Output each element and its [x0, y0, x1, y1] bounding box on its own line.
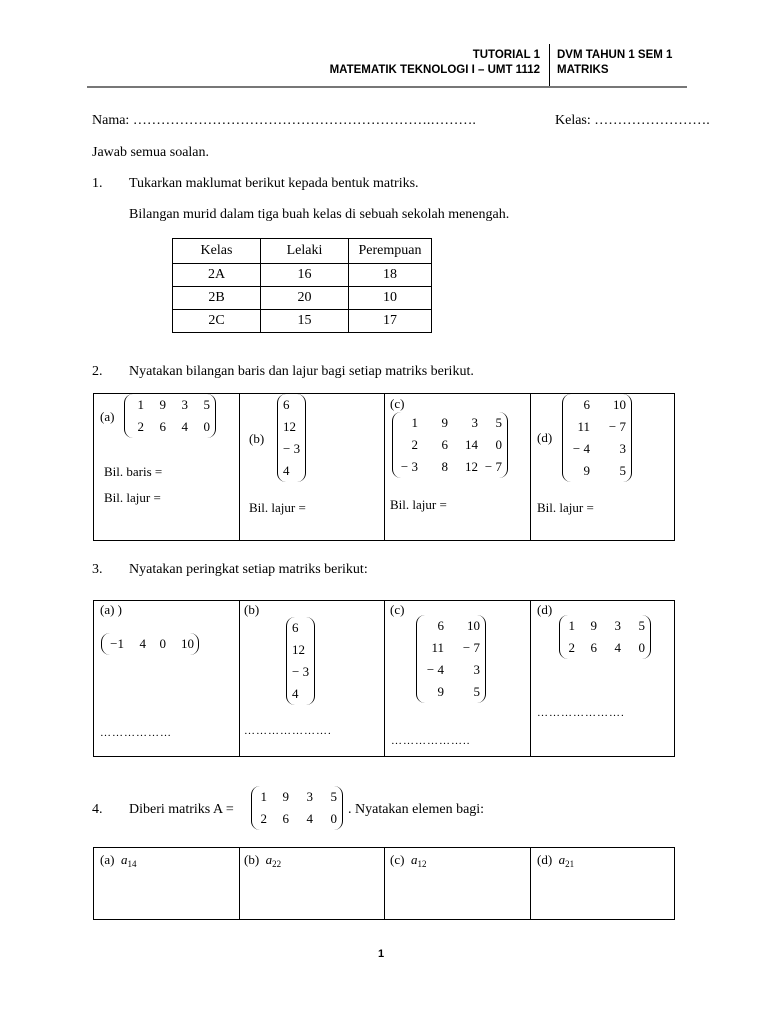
q2-matrix-d [562, 394, 632, 482]
table-cell: 10 [349, 287, 432, 310]
q2-label-c: (c) [390, 396, 405, 411]
element-subscript: 22 [272, 859, 282, 869]
kelas-label: Kelas: [555, 113, 591, 128]
q2-lajur-d: Bil. lajur = [537, 500, 594, 515]
matrix-entry: − 3 [283, 441, 301, 456]
col-header: Lelaki [261, 239, 349, 264]
divider [239, 848, 240, 919]
tutorial-title: TUTORIAL 1 [472, 49, 540, 61]
matrix-entry: 9 [441, 415, 448, 430]
matrix-entry: 5 [495, 415, 502, 430]
table-cell: 2B [173, 287, 261, 310]
q3-matrix-a [101, 633, 199, 655]
matrix-entry: 3 [181, 397, 188, 412]
divider [530, 394, 531, 540]
q2-lajur-c: Bil. lajur = [390, 497, 447, 512]
q3-matrix-b [286, 617, 315, 705]
element-symbol: a [410, 852, 418, 867]
matrix-entry: 6 [437, 618, 444, 633]
matrix-entry: 2 [260, 811, 267, 826]
table-row [173, 287, 432, 310]
q3-label-b: (b) [244, 602, 260, 617]
matrix-entry: 10 [467, 618, 480, 633]
nama-dots: ……………………………………………………….………. [132, 113, 476, 128]
matrix-entry: 1 [260, 789, 267, 804]
matrix-entry: 10 [613, 397, 626, 412]
q3-answer-dots-a: ……………… [100, 727, 172, 739]
matrix-entry: − 3 [400, 459, 418, 474]
col-header: Kelas [173, 239, 261, 264]
matrix-entry: 3 [614, 618, 621, 633]
matrix-entry: − 7 [608, 419, 626, 434]
matrix-entry: 6 [441, 437, 448, 452]
q2-matrix-c [392, 412, 508, 478]
matrix-entry: 11 [431, 640, 444, 655]
matrix-entry: 4 [181, 419, 188, 434]
matrix-entry: 0 [638, 640, 645, 655]
q2-number: 2. [92, 364, 103, 379]
table-header-row [173, 239, 432, 264]
q4-item-b [244, 852, 281, 869]
nama-line [92, 113, 476, 129]
matrix-entry: 9 [159, 397, 166, 412]
matrix-entry: 5 [638, 618, 645, 633]
header-rule [87, 86, 687, 88]
element-symbol: a [120, 852, 128, 867]
q2-text: Nyatakan bilangan baris dan lajur bagi setiap matriks berikut. [129, 364, 474, 379]
matrix-entry: 0 [159, 636, 166, 651]
element-subscript: 12 [417, 859, 427, 869]
page-number: 1 [378, 948, 385, 960]
matrix-entry: 4 [306, 811, 313, 826]
q4-label-a: (a) [100, 852, 115, 867]
element-symbol: a [265, 852, 273, 867]
matrix-entry: − 4 [572, 441, 590, 456]
matrix-entry: − 7 [484, 459, 502, 474]
q2-lajur-a: Bil. lajur = [104, 490, 161, 505]
matrix-entry: 4 [292, 686, 299, 701]
q3-number: 3. [92, 562, 103, 577]
q2-label-a: (a) [100, 409, 115, 424]
q4-matrix-a [251, 786, 343, 830]
matrix-entry: 4 [614, 640, 621, 655]
q1-table [172, 238, 432, 333]
matrix-entry: 8 [441, 459, 448, 474]
matrix-entry: − 4 [426, 662, 444, 677]
nama-label: Nama: [92, 113, 130, 128]
q4-item-c [390, 852, 426, 869]
header-left [330, 49, 540, 76]
q4-label-c: (c) [390, 852, 405, 867]
table-cell: 2A [173, 264, 261, 287]
divider [384, 394, 385, 540]
intro-text: Jawab semua soalan. [92, 145, 210, 160]
q2-label-d: (d) [537, 430, 553, 445]
table-row [173, 264, 432, 287]
header-right [557, 49, 672, 76]
matrix-entry: 9 [583, 463, 590, 478]
topic-title: MATRIKS [557, 64, 609, 76]
matrix-entry: 12 [283, 419, 296, 434]
matrix-entry: 3 [473, 662, 480, 677]
matrix-entry: 9 [590, 618, 597, 633]
divider [384, 848, 385, 919]
matrix-entry: 5 [619, 463, 626, 478]
matrix-entry: 6 [282, 811, 289, 826]
matrix-entry: −1 [110, 636, 124, 651]
q1-text: Tukarkan maklumat berikut kepada bentuk matriks. [129, 176, 419, 191]
q3-answer-dots-d: …………………. [537, 707, 625, 719]
table-cell: 20 [261, 287, 349, 310]
matrix-entry: 4 [283, 463, 290, 478]
matrix-entry: 1 [411, 415, 418, 430]
q3-answer-box [93, 600, 675, 757]
matrix-entry: 2 [568, 640, 575, 655]
q4-label-b: (b) [244, 852, 260, 867]
q3-label-a: (a) ) [100, 602, 123, 617]
table-cell: 2C [173, 310, 261, 333]
q2-label-b: (b) [249, 431, 265, 446]
divider [239, 394, 240, 540]
q3-text: Nyatakan peringkat setiap matriks berikut: [129, 562, 368, 577]
table-cell: 18 [349, 264, 432, 287]
q3-label-d: (d) [537, 602, 553, 617]
q1-subtext: Bilangan murid dalam tiga buah kelas di sebuah sekolah menengah. [129, 207, 510, 222]
matrix-entry: 0 [203, 419, 210, 434]
divider [239, 601, 240, 756]
matrix-entry: − 7 [462, 640, 480, 655]
table-row [173, 310, 432, 333]
course-title: MATEMATIK TEKNOLOGI I – UMT 1112 [329, 64, 540, 76]
q2-lajur-b: Bil. lajur = [249, 500, 306, 515]
element-subscript: 14 [127, 859, 137, 869]
q2-matrix-b [277, 394, 306, 482]
col-header: Perempuan [349, 239, 432, 264]
q3-answer-dots-b: …………………. [244, 725, 332, 737]
q4-text-post: . Nyatakan elemen bagi: [348, 802, 485, 817]
q4-answer-box [93, 847, 675, 920]
matrix-entry: 1 [568, 618, 575, 633]
matrix-entry: 12 [465, 459, 478, 474]
matrix-entry: 4 [139, 636, 146, 651]
matrix-entry: 5 [203, 397, 210, 412]
matrix-entry: 12 [292, 642, 305, 657]
matrix-entry: 6 [283, 397, 290, 412]
matrix-entry: 6 [159, 419, 166, 434]
matrix-entry: 5 [473, 684, 480, 699]
matrix-entry: 0 [495, 437, 502, 452]
q4-text-pre: Diberi matriks A = [129, 802, 234, 817]
matrix-entry: 14 [465, 437, 478, 452]
table-cell: 17 [349, 310, 432, 333]
q2-answer-box [93, 393, 675, 541]
divider [530, 601, 531, 756]
matrix-entry: 11 [577, 419, 590, 434]
q3-answer-dots-c: ……………….. [391, 735, 471, 747]
element-subscript: 21 [565, 859, 575, 869]
matrix-entry: 1 [137, 397, 144, 412]
q3-matrix-d [559, 615, 651, 659]
divider [530, 848, 531, 919]
q1-number: 1. [92, 176, 103, 191]
program-title: DVM TAHUN 1 SEM 1 [557, 49, 673, 61]
matrix-entry: 2 [137, 419, 144, 434]
matrix-entry: 9 [282, 789, 289, 804]
header-divider [549, 44, 550, 88]
matrix-entry: 3 [471, 415, 478, 430]
element-symbol: a [558, 852, 566, 867]
matrix-entry: − 3 [292, 664, 310, 679]
matrix-entry: 3 [306, 789, 313, 804]
table-cell: 15 [261, 310, 349, 333]
q2-matrix-a [124, 394, 216, 438]
q2-baris-a: Bil. baris = [104, 464, 163, 479]
matrix-entry: 5 [330, 789, 337, 804]
q3-label-c: (c) [390, 602, 405, 617]
matrix-entry: 3 [619, 441, 626, 456]
q4-item-a [100, 852, 136, 869]
matrix-entry: 6 [590, 640, 597, 655]
matrix-entry: 2 [411, 437, 418, 452]
q3-matrix-c [416, 615, 486, 703]
matrix-entry: 6 [583, 397, 590, 412]
matrix-entry: 0 [330, 811, 337, 826]
divider [384, 601, 385, 756]
matrix-entry: 10 [181, 636, 194, 651]
matrix-entry: 9 [437, 684, 444, 699]
kelas-line [555, 113, 710, 129]
kelas-dots: ……………………. [594, 113, 710, 128]
table-cell: 16 [261, 264, 349, 287]
q4-item-d [537, 852, 574, 869]
q4-number: 4. [92, 802, 103, 817]
q4-label-d: (d) [537, 852, 553, 867]
matrix-entry: 6 [292, 620, 299, 635]
